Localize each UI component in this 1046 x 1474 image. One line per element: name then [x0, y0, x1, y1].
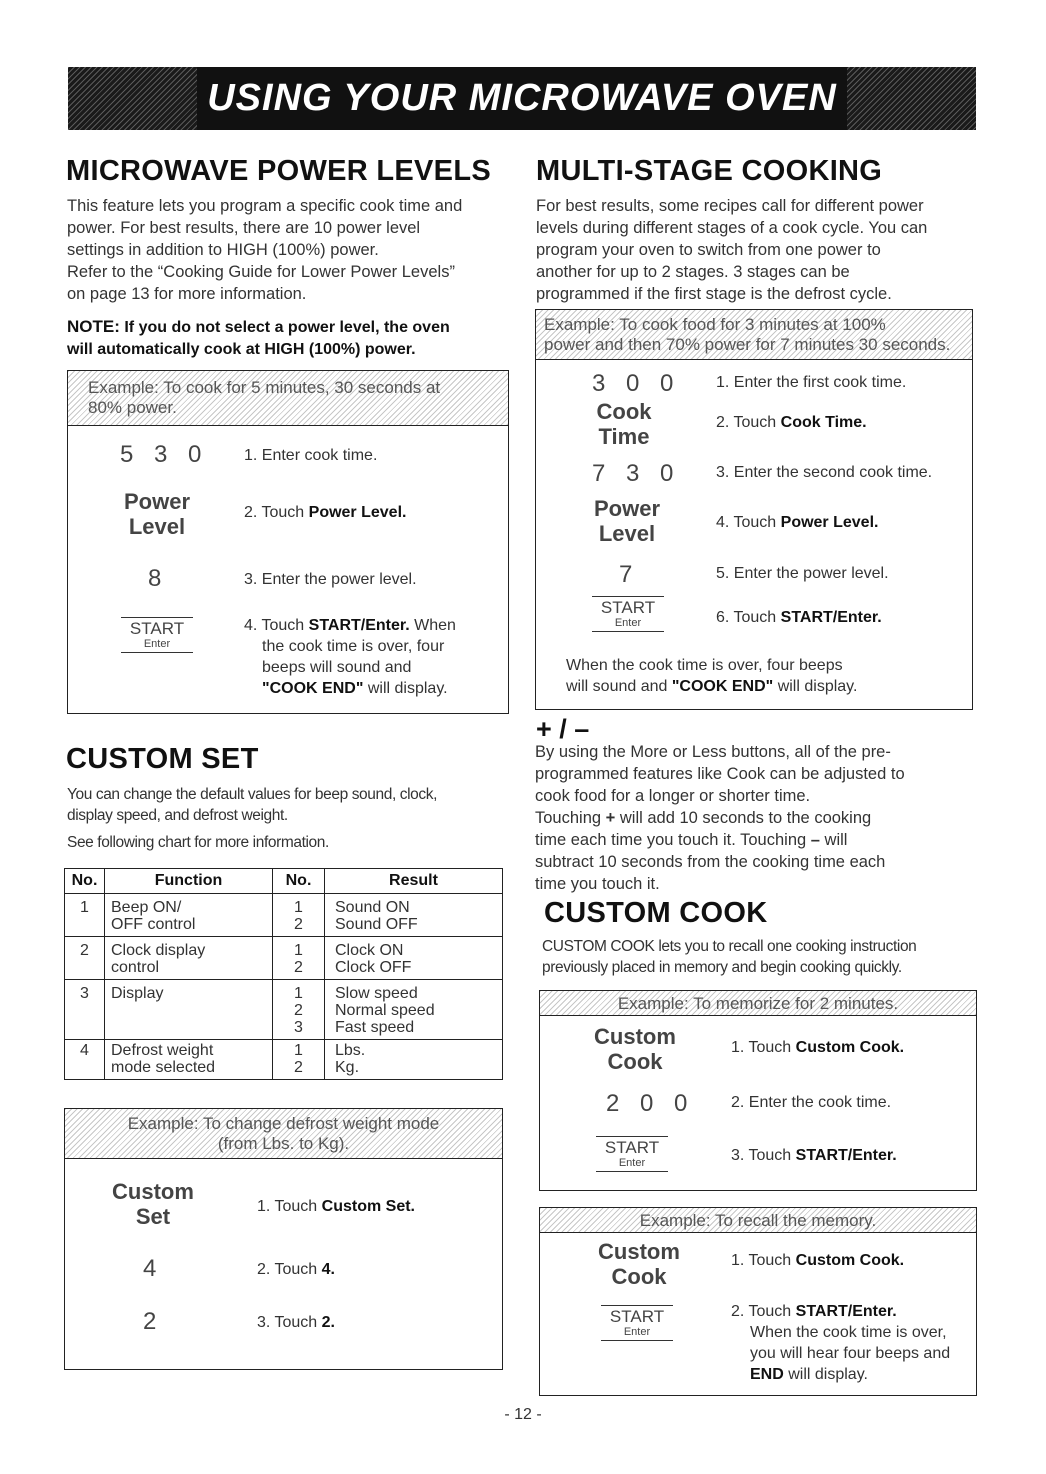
step-text: you will hear four beeps and	[750, 1345, 951, 1362]
custom-set-heading: CUSTOM SET	[66, 743, 259, 775]
key-start-label: START	[604, 1138, 660, 1157]
step-bold: END	[750, 1366, 784, 1383]
step-bold: "COOK END"	[671, 678, 774, 695]
step-bold: Custom Set.	[321, 1198, 415, 1215]
start-enter-key[interactable]	[121, 617, 193, 653]
step-2	[731, 1301, 971, 1385]
step-2	[716, 412, 867, 433]
cell-line: Clock OFF	[335, 959, 412, 976]
start-enter-key[interactable]	[592, 596, 664, 632]
example-header-line: 80% power.	[88, 398, 177, 417]
step-bold: START/Enter.	[308, 617, 410, 634]
banner-title-wrap	[197, 67, 847, 130]
example-header: Example: To memorize for 2 minutes.	[540, 991, 976, 1016]
para-line: time you touch it.	[535, 875, 660, 893]
step-bold: Power Level.	[308, 504, 407, 521]
step-bold: Power Level.	[780, 514, 879, 531]
example-header-line: Example: To change defrost weight mode	[127, 1114, 440, 1133]
cell-line: 2	[294, 916, 303, 933]
para-line: For best results, some recipes call for different power	[536, 197, 924, 215]
para-line: display speed, and defrost weight.	[67, 807, 288, 824]
cell-results	[325, 1040, 503, 1080]
cell-line: Clock display	[111, 942, 206, 959]
key-digit-2[interactable]: 2	[143, 1308, 164, 1335]
note-line-1: If you do not select a power level, the oven	[124, 319, 450, 336]
step-text: beeps will sound and	[262, 659, 412, 676]
key-enter-label: Enter	[614, 617, 642, 629]
cell-line: 2	[294, 1002, 303, 1019]
key-start-label: START	[609, 1307, 665, 1326]
step-text: will display.	[363, 680, 448, 697]
cell-line: Display	[111, 985, 164, 1002]
step-bold: Custom Cook.	[795, 1252, 905, 1269]
step-text: 6. Touch	[716, 609, 781, 626]
step-1: 1. Enter cook time.	[244, 447, 378, 464]
cell-line: control	[111, 959, 160, 976]
step-text: 2. Touch	[257, 1261, 322, 1278]
para-line: on page 13 for more information.	[67, 285, 307, 303]
example-header	[68, 371, 508, 426]
cell-line: Lbs.	[335, 1042, 366, 1059]
custom-set-example-box	[64, 1108, 503, 1370]
power-level-example-box	[67, 370, 509, 714]
step-text: When	[409, 617, 456, 634]
cell-function	[105, 894, 273, 937]
plus-minus-heading: + / –	[536, 714, 590, 744]
para-line: This feature lets you program a specific cook time and	[67, 197, 463, 215]
key-label: Custom	[112, 1179, 194, 1204]
cell-line: Sound ON	[335, 899, 410, 916]
custom-cook-heading: CUSTOM COOK	[544, 897, 768, 929]
step-bold: START/Enter.	[780, 609, 882, 626]
para-line: By using the More or Less buttons, all of the pre-	[535, 743, 891, 761]
key-digit-8[interactable]: 8	[148, 565, 169, 592]
step-text: 3. Touch	[731, 1147, 796, 1164]
custom-cook-memorize-box	[539, 990, 977, 1191]
cell-no: 1	[65, 894, 105, 937]
cell-line: 1	[294, 942, 303, 959]
para-line: Refer to the “Cooking Guide for Lower Power Levels”	[67, 263, 455, 281]
table-row	[65, 1040, 503, 1080]
cell-nums	[273, 980, 325, 1040]
table-row	[65, 894, 503, 937]
cell-line: 1	[294, 985, 303, 1002]
para-line: power. For best results, there are 10 power level	[67, 219, 421, 237]
step-3	[731, 1145, 897, 1166]
key-label: Cook	[607, 1049, 663, 1074]
header-no: No.	[65, 869, 105, 894]
step-text: 1. Touch	[731, 1252, 796, 1269]
page-number: - 12 -	[504, 1406, 542, 1423]
cell-line: OFF control	[111, 916, 196, 933]
table-row	[65, 980, 503, 1040]
step-1	[731, 1037, 904, 1058]
custom-set-paragraph	[67, 784, 507, 853]
key-label: Cook	[596, 399, 652, 424]
example-header-line: Example: To cook food for 3 minutes at 100%	[544, 315, 886, 334]
para-line: subtract 10 seconds from the cooking time each	[535, 853, 886, 871]
key-digit-7[interactable]: 7	[619, 561, 640, 588]
key-label: Set	[135, 1204, 171, 1229]
power-level-note	[67, 316, 507, 361]
example-header	[65, 1109, 502, 1159]
para-text: will add 10 seconds to the cooking	[615, 809, 872, 827]
cell-no: 2	[65, 937, 105, 980]
key-label: Custom	[594, 1024, 676, 1049]
cell-function	[105, 937, 273, 980]
para-line: See following chart for more information.	[67, 834, 329, 851]
cell-line: Slow speed	[335, 985, 418, 1002]
step-text: 1. Touch	[257, 1198, 322, 1215]
key-label: Power	[593, 496, 661, 521]
cook-time-key[interactable]	[592, 399, 656, 449]
step-1	[731, 1250, 904, 1271]
step-text: When the cook time is over, four beeps	[566, 657, 843, 674]
example-header: Example: To recall the memory.	[540, 1208, 976, 1233]
cell-nums	[273, 937, 325, 980]
para-text: will	[819, 831, 848, 849]
custom-set-table-wrap	[64, 868, 503, 1080]
cell-line: Clock ON	[335, 942, 404, 959]
para-text: time each time you touch it. Touching	[535, 831, 811, 849]
cell-function	[105, 980, 273, 1040]
cell-line: Beep ON/	[111, 899, 182, 916]
custom-cook-key[interactable]	[592, 1024, 678, 1074]
multi-stage-paragraph	[536, 195, 976, 305]
step-2: 2. Enter the cook time.	[731, 1094, 892, 1111]
plus-minus-paragraph	[535, 741, 975, 895]
cell-no: 4	[65, 1040, 105, 1080]
cell-no: 3	[65, 980, 105, 1040]
example-header-line: power and then 70% power for 7 minutes 30 seconds.	[544, 335, 951, 354]
header-no-2: No.	[273, 869, 325, 894]
para-line: CUSTOM COOK lets you to recall one cooking instruction	[542, 938, 917, 955]
power-level-key[interactable]	[122, 489, 192, 539]
key-label: Level	[598, 521, 656, 546]
example-header	[536, 310, 972, 360]
step-4	[244, 615, 506, 699]
para-line: program your oven to switch from one power to	[536, 241, 881, 259]
cell-line: Kg.	[335, 1059, 360, 1076]
start-enter-key[interactable]	[601, 1305, 673, 1341]
step-2	[257, 1259, 335, 1280]
cell-line: 2	[294, 959, 303, 976]
cell-results	[325, 980, 503, 1040]
example-header-line: (from Lbs. to Kg).	[217, 1134, 350, 1153]
cell-line: 1	[294, 1042, 303, 1059]
para-line: programmed if the first stage is the defrost cycle.	[536, 285, 892, 303]
key-label: Power	[123, 489, 191, 514]
step-text: When the cook time is over,	[750, 1324, 947, 1341]
step-text: 3. Touch	[257, 1314, 322, 1331]
step-bold: START/Enter.	[795, 1147, 897, 1164]
step-text: 2. Touch	[244, 504, 309, 521]
step-text: will display.	[773, 678, 858, 695]
cell-results	[325, 937, 503, 980]
cell-nums	[273, 1040, 325, 1080]
para-line: cook food for a longer or shorter time.	[535, 787, 811, 805]
para-line: previously placed in memory and begin cooking quickly.	[542, 959, 902, 976]
table-header-row	[65, 869, 503, 894]
step-6	[716, 607, 882, 628]
custom-set-table	[64, 868, 503, 1080]
step-bold: START/Enter.	[795, 1303, 897, 1320]
key-label: Custom	[598, 1239, 680, 1264]
para-text: Touching	[535, 809, 606, 827]
key-digits-200[interactable]: 2 0 0	[606, 1090, 695, 1117]
custom-cook-recall-box	[539, 1207, 977, 1396]
step-2	[244, 502, 406, 523]
cell-line: Fast speed	[335, 1019, 415, 1036]
key-start-label: START	[129, 619, 185, 638]
power-levels-heading: MICROWAVE POWER LEVELS	[66, 155, 491, 187]
para-line: You can change the default values for beep sound, clock,	[67, 786, 437, 803]
key-enter-label: Enter	[143, 638, 171, 650]
step-1: 1. Enter the first cook time.	[716, 374, 907, 391]
key-digits-530[interactable]: 5 3 0	[120, 441, 209, 468]
para-line: settings in addition to HIGH (100%) power.	[67, 241, 379, 259]
para-line: levels during different stages of a cook cycle. You can	[536, 219, 928, 237]
custom-set-key[interactable]	[110, 1179, 196, 1229]
key-enter-label: Enter	[623, 1326, 651, 1338]
para-bold: +	[605, 809, 616, 827]
step-bold: "COOK END"	[262, 680, 364, 697]
step-3: 3. Enter the second cook time.	[716, 464, 933, 481]
step-1	[257, 1196, 415, 1217]
step-bold: 4.	[321, 1261, 335, 1278]
step-bold: Custom Cook.	[795, 1039, 905, 1056]
cell-line: 1	[294, 899, 303, 916]
key-enter-label: Enter	[618, 1157, 646, 1169]
para-bold: –	[810, 831, 820, 849]
multi-stage-end-note	[566, 655, 966, 697]
cell-line: mode selected	[111, 1059, 216, 1076]
step-text: will sound and	[566, 678, 672, 695]
cell-nums	[273, 894, 325, 937]
multi-stage-heading: MULTI-STAGE COOKING	[536, 155, 883, 187]
cell-line: Sound OFF	[335, 916, 418, 933]
step-text: 2. Touch	[716, 414, 781, 431]
step-text: 1. Touch	[731, 1039, 796, 1056]
step-text: the cook time is over, four	[262, 638, 445, 655]
custom-cook-paragraph	[542, 936, 982, 978]
step-text: 2. Touch	[731, 1303, 796, 1320]
key-digits-730[interactable]: 7 3 0	[592, 460, 681, 487]
note-label: NOTE:	[67, 317, 120, 336]
power-levels-paragraph	[67, 195, 507, 305]
page-banner	[68, 67, 976, 130]
multi-stage-example-box	[535, 309, 973, 710]
header-result: Result	[325, 869, 503, 894]
key-start-label: START	[600, 598, 656, 617]
cell-line: 3	[294, 1019, 303, 1036]
step-text: will display.	[783, 1366, 868, 1383]
example-header-line: Example: To cook for 5 minutes, 30 seconds at	[88, 378, 441, 397]
key-label: Time	[598, 424, 650, 449]
key-digits-300[interactable]: 3 0 0	[592, 370, 681, 397]
step-4	[716, 512, 878, 533]
power-level-key[interactable]	[592, 496, 662, 546]
cell-line: Normal speed	[335, 1002, 435, 1019]
step-3	[257, 1312, 335, 1333]
step-bold: 2.	[321, 1314, 335, 1331]
para-line: programmed features like Cook can be adjusted to	[535, 765, 905, 783]
key-digit-4[interactable]: 4	[143, 1255, 164, 1282]
note-line-2: will automatically cook at HIGH (100%) power.	[67, 341, 416, 358]
key-label: Cook	[611, 1264, 667, 1289]
custom-cook-key[interactable]	[596, 1239, 682, 1289]
step-5: 5. Enter the power level.	[716, 565, 889, 582]
start-enter-key[interactable]	[596, 1136, 668, 1172]
key-label: Level	[128, 514, 186, 539]
cell-line: Defrost weight	[111, 1042, 214, 1059]
cell-results	[325, 894, 503, 937]
para-line: another for up to 2 stages. 3 stages can be	[536, 263, 850, 281]
cell-line: 2	[294, 1059, 303, 1076]
step-bold: Cook Time.	[780, 414, 867, 431]
step-3: 3. Enter the power level.	[244, 571, 417, 588]
banner-title: USING YOUR MICROWAVE OVEN	[207, 77, 837, 119]
step-text: 4. Touch	[716, 514, 781, 531]
step-text: 4. Touch	[244, 617, 309, 634]
header-function: Function	[105, 869, 273, 894]
table-row	[65, 937, 503, 980]
cell-function	[105, 1040, 273, 1080]
